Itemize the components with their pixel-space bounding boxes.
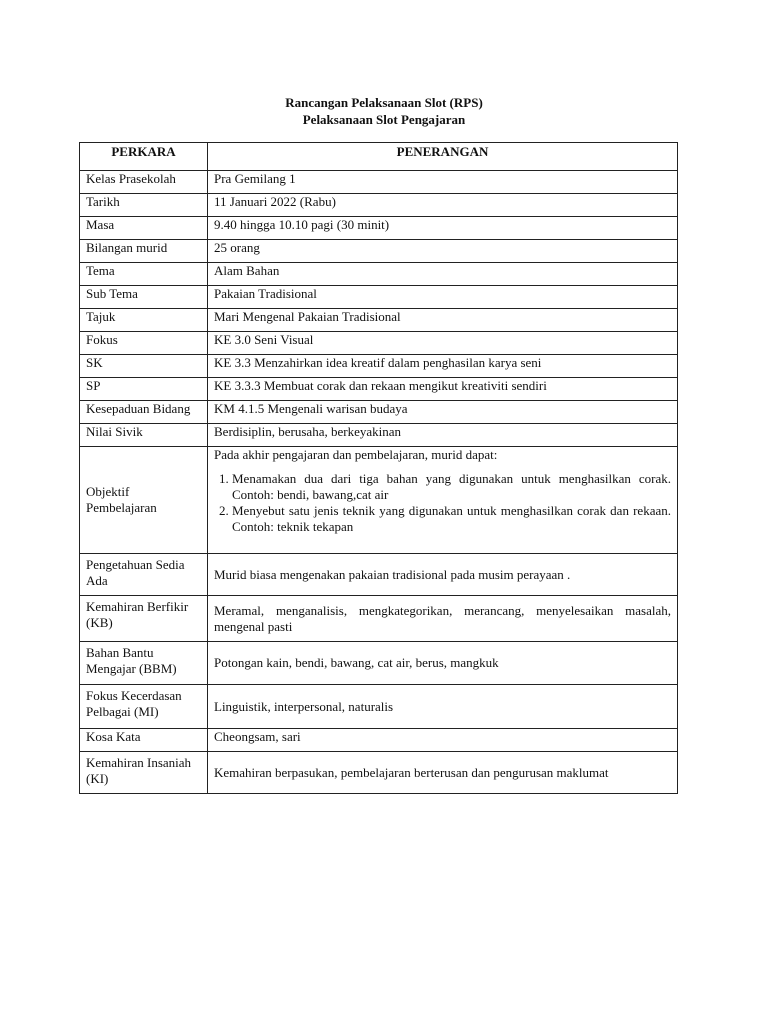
rps-table [79, 142, 678, 794]
document-subtitle: Pelaksanaan Slot Pengajaran [302, 112, 466, 127]
row-label: Bahan Bantu Mengajar (BBM) [80, 642, 208, 685]
table-row [80, 309, 678, 332]
row-value: Murid biasa mengenakan pakaian tradisional pada musim perayaan . [208, 554, 678, 596]
row-value: KM 4.1.5 Mengenali warisan budaya [208, 401, 678, 424]
row-label: SK [80, 355, 208, 378]
row-value: Meramal, menganalisis, mengkategorikan, merancang, menyelesaikan masalah, mengenal pasti [208, 596, 678, 642]
row-value: Pra Gemilang 1 [208, 171, 678, 194]
row-label: Tema [80, 263, 208, 286]
table-row [80, 596, 678, 642]
row-value: Mari Mengenal Pakaian Tradisional [208, 309, 678, 332]
row-label: Nilai Sivik [80, 424, 208, 447]
table-row [80, 642, 678, 685]
row-value: Kemahiran berpasukan, pembelajaran berterusan dan pengurusan maklumat [208, 752, 678, 794]
row-value: Alam Bahan [208, 263, 678, 286]
row-value: Potongan kain, bendi, bawang, cat air, berus, mangkuk [208, 642, 678, 685]
row-value: 9.40 hingga 10.10 pagi (30 minit) [208, 217, 678, 240]
row-label: Bilangan murid [80, 240, 208, 263]
row-label: Kelas Prasekolah [80, 171, 208, 194]
row-value: 11 Januari 2022 (Rabu) [208, 194, 678, 217]
table-row [80, 286, 678, 309]
table-row [80, 240, 678, 263]
row-label: Pengetahuan Sedia Ada [80, 554, 208, 596]
row-label: SP [80, 378, 208, 401]
table-row [80, 401, 678, 424]
table-row [80, 554, 678, 596]
row-value: Linguistik, interpersonal, naturalis [208, 685, 678, 729]
row-value: Berdisiplin, berusaha, berkeyakinan [208, 424, 678, 447]
objective-intro: Pada akhir pengajaran dan pembelajaran, murid dapat: [214, 447, 498, 462]
table-row [80, 685, 678, 729]
row-value: KE 3.3.3 Membuat corak dan rekaan mengikut kreativiti sendiri [208, 378, 678, 401]
table-row [80, 378, 678, 401]
table-row [80, 424, 678, 447]
row-label: Kesepaduan Bidang [80, 401, 208, 424]
table-row [80, 729, 678, 752]
row-label: Tajuk [80, 309, 208, 332]
row-label: Fokus [80, 332, 208, 355]
table-row [80, 263, 678, 286]
row-value: Cheongsam, sari [208, 729, 678, 752]
row-label: Masa [80, 217, 208, 240]
table-row [80, 752, 678, 794]
table-row [80, 217, 678, 240]
objective-cell [208, 447, 678, 554]
row-value: 25 orang [208, 240, 678, 263]
table-row [80, 194, 678, 217]
objective-item: 1. Menamakan dua dari tiga bahan yang digunakan untuk menghasilkan corak. Contoh: bendi, bawang,cat air [232, 471, 671, 503]
row-label: Tarikh [80, 194, 208, 217]
table-header-row [80, 143, 678, 171]
row-label: Kemahiran Insaniah (KI) [80, 752, 208, 794]
row-label: Kemahiran Berfikir (KB) [80, 596, 208, 642]
objective-item: 2. Menyebut satu jenis teknik yang digunakan untuk menghasilkan corak dan rekaan. Contoh: teknik tekapan [232, 503, 671, 535]
table-row-objective [80, 447, 678, 554]
row-label: Objektif Pembelajaran [80, 447, 208, 554]
row-value: Pakaian Tradisional [208, 286, 678, 309]
column-header-perkara: PERKARA [80, 143, 208, 171]
row-label: Fokus Kecerdasan Pelbagai (MI) [80, 685, 208, 729]
row-label: Sub Tema [80, 286, 208, 309]
document-title: Rancangan Pelaksanaan Slot (RPS) [285, 95, 483, 110]
table-row [80, 355, 678, 378]
row-label: Kosa Kata [80, 729, 208, 752]
column-header-penerangan: PENERANGAN [208, 143, 678, 171]
objective-list [214, 471, 671, 535]
row-value: KE 3.3 Menzahirkan idea kreatif dalam penghasilan karya seni [208, 355, 678, 378]
row-value: KE 3.0 Seni Visual [208, 332, 678, 355]
table-row [80, 171, 678, 194]
table-row [80, 332, 678, 355]
